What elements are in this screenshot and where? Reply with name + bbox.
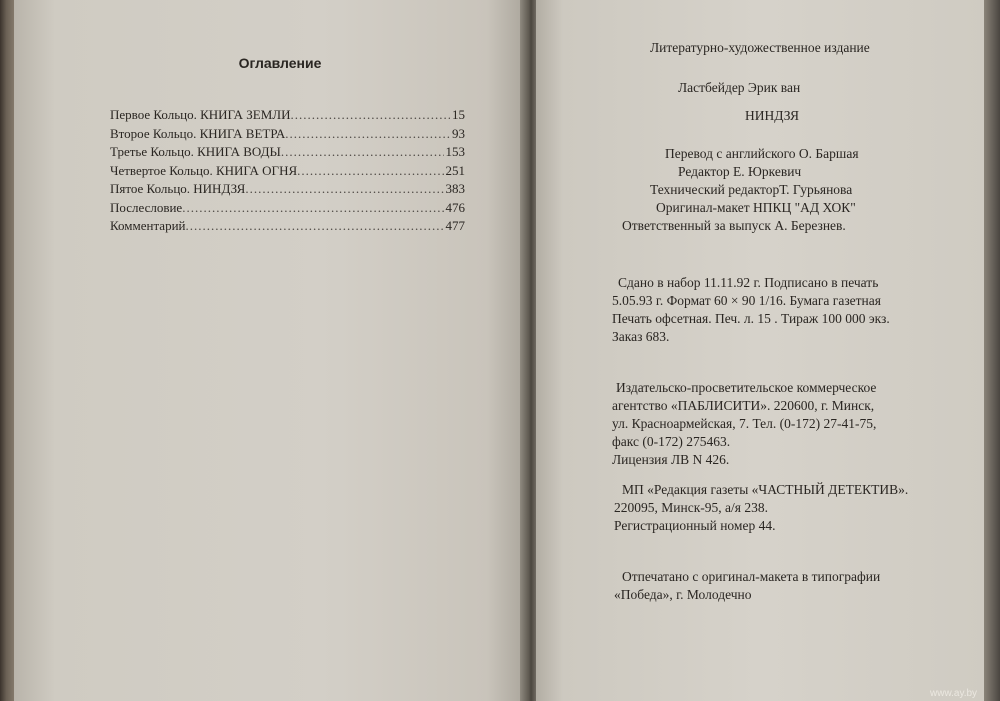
toc-leader: [281, 143, 444, 162]
toc-entry-title: Комментарий: [110, 218, 186, 233]
toc-entry: [110, 143, 465, 162]
publisher-line: ул. Красноармейская, 7. Тел. (0-172) 27-41-75,: [612, 416, 877, 431]
printed-line: Отпечатано с оригинал-макета в типографии: [622, 569, 881, 584]
newspaper-line: 220095, Минск-95, а/я 238.: [614, 500, 768, 515]
edition-type: Литературно-художественное издание: [650, 40, 870, 55]
table-of-contents: [110, 106, 465, 236]
watermark: www.ay.by: [930, 688, 978, 699]
toc-entry-title: Второе Кольцо. КНИГА ВЕТРА: [110, 125, 286, 141]
publisher-line: факс (0-172) 275463.: [612, 434, 731, 449]
toc-entry-page: 93: [452, 125, 465, 141]
print-info-line: Заказ 683.: [612, 329, 670, 344]
credits-line: Редактор Е. Юркевич: [678, 164, 802, 179]
book-title: НИНДЗЯ: [745, 108, 800, 123]
toc-leader: [185, 217, 443, 236]
toc-entry-page: 383: [445, 181, 465, 196]
toc-entry: [110, 106, 465, 125]
toc-leader: [285, 125, 450, 144]
print-info-line: Сдано в набор 11.11.92 г. Подписано в печать: [618, 275, 879, 290]
newspaper-line: МП «Редакция газеты «ЧАСТНЫЙ ДЕТЕКТИВ».: [622, 482, 909, 497]
publisher-line: Издательско-просветительское коммерческое: [616, 380, 877, 395]
toc-leader: [291, 106, 450, 125]
print-info-line: 5.05.93 г. Формат 60 × 90 1/16. Бумага газетная: [612, 293, 881, 308]
toc-entry-page: 15: [452, 107, 465, 122]
toc-entry-title: Послесловие: [110, 199, 183, 215]
toc-title: Оглавление: [238, 55, 322, 71]
credits-line: Ответственный за выпуск А. Березнев.: [622, 218, 846, 233]
toc-entry: [110, 180, 465, 199]
toc-entry-page: 476: [445, 199, 465, 215]
toc-entry-page: 251: [445, 162, 465, 178]
print-info-line: Печать офсетная. Печ. л. 15 . Тираж 100 000 экз.: [612, 311, 890, 326]
toc-entry-page: 477: [445, 218, 465, 233]
printed-line: «Победа», г. Молодечно: [614, 587, 752, 602]
page-edges-right: [984, 0, 1000, 701]
toc-leader: [245, 180, 443, 199]
credits-line: Оригинал-макет НПКЦ "АД ХОК": [656, 200, 856, 215]
credits-line: Технический редакторТ. Гурьянова: [650, 182, 853, 197]
toc-leader: [182, 199, 443, 218]
right-page: [536, 0, 986, 701]
toc-entry: [110, 125, 465, 144]
toc-entry-title: Первое Кольцо. КНИГА ЗЕМЛИ: [110, 107, 291, 122]
newspaper-line: Регистрационный номер 44.: [614, 518, 776, 533]
toc-entry-title: Четвертое Кольцо. КНИГА ОГНЯ: [110, 162, 298, 178]
publisher-line: Лицензия ЛВ N 426.: [612, 452, 730, 467]
credits-line: Перевод с английского О. Баршая: [665, 146, 859, 161]
toc-leader: [297, 162, 443, 181]
toc-entry: [110, 217, 465, 236]
toc-entry: [110, 162, 465, 181]
author-name: Ластбейдер Эрик ван: [678, 80, 801, 95]
toc-entry-title: Третье Кольцо. КНИГА ВОДЫ: [110, 144, 281, 159]
toc-entry-title: Пятое Кольцо. НИНДЗЯ: [110, 181, 246, 196]
toc-entry: [110, 199, 465, 218]
publisher-line: агентство «ПАБЛИСИТИ». 220600, г. Минск,: [612, 398, 875, 413]
toc-entry-page: 153: [445, 144, 465, 159]
